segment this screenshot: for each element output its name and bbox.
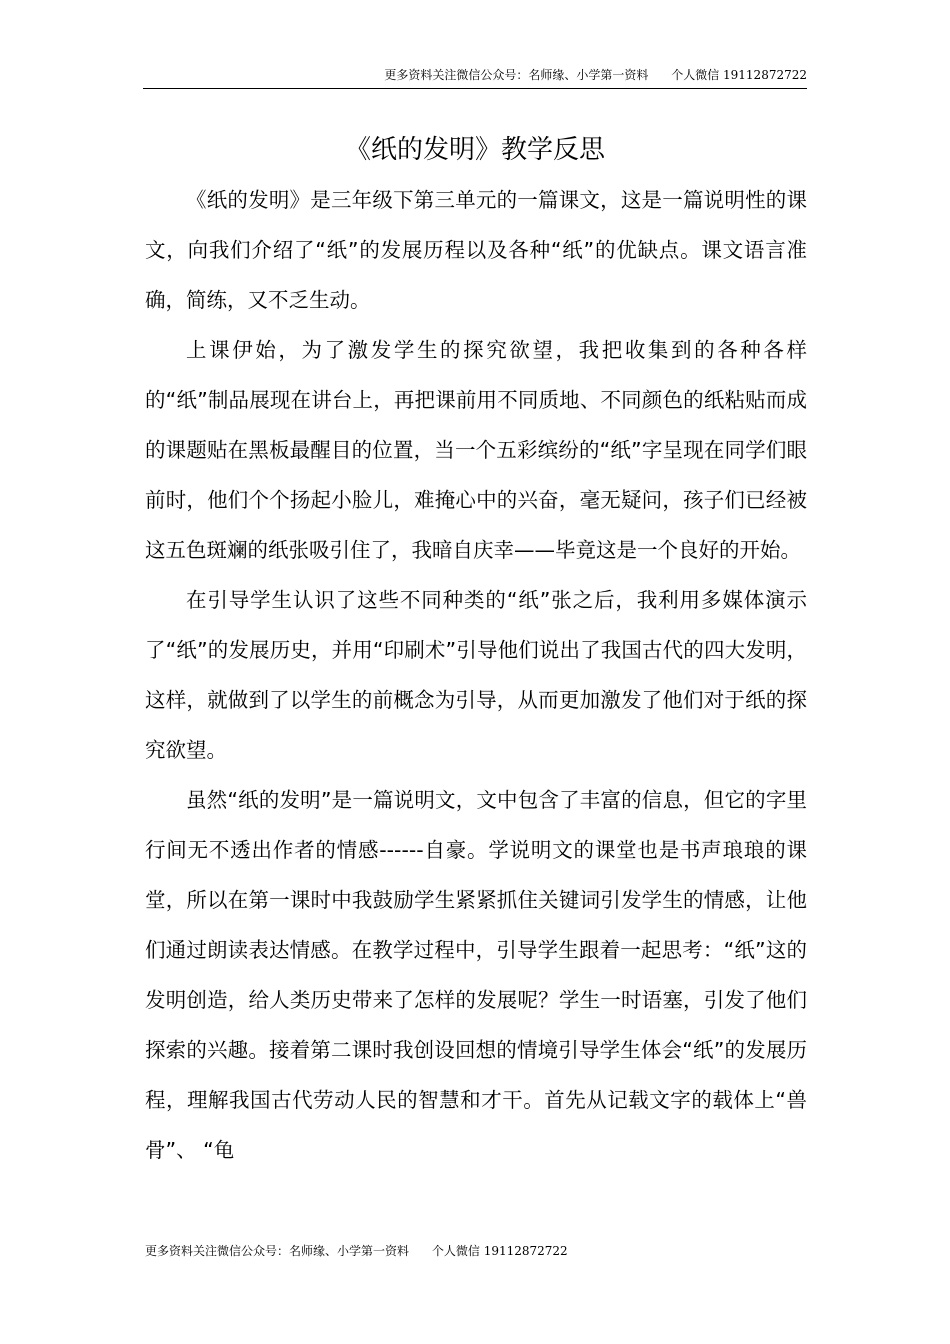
page-footer: 更多资料关注微信公众号：名师缘、小学第一资料 个人微信 19112872722 [145,1244,568,1258]
paragraph-1: 《纸的发明》是三年级下第三单元的一篇课文，这是一篇说明性的课文，向我们介绍了“纸”的发展历程以及各种“纸”的优缺点。课文语言准确，简练，又不乏生动。 [145,188,807,312]
document-title: 《纸的发明》教学反思 [344,135,605,165]
page-header: 更多资料关注微信公众号：名师缘、小学第一资料 个人微信 19112872722 [143,66,807,89]
document-body [145,175,807,1175]
paragraph-3: 在引导学生认识了这些不同种类的“纸”张之后，我利用多媒体演示了“纸”的发展历史，并用“印刷术”引导他们说出了我国古代的四大发明，这样，就做到了以学生的前概念为引导，从而更加激发了他们对于纸的探究欲望。 [145,588,807,762]
paragraph-4: 虽然“纸的发明”是一篇说明文，文中包含了丰富的信息，但它的字里行间无不透出作者的情感------自豪。学说明文的课堂也是书声琅琅的课堂，所以在第一课时中我鼓励学生紧紧抓住关键词引发学生的情感，让他们通过朗读表达情感。在教学过程中，引导学生跟着一起思考：“纸”这的发明创造，给人类历史带来了怎样的发展呢？学生一时语塞，引发了他们探索的兴趣。接着第二课时我创设回想的情境引导学生体会“纸”的发展历程，理解我国古代劳动人民的智慧和才干。首先从记载文字的载体上“兽骨”、 “龟 [145,788,807,1162]
paragraph-2: 上课伊始，为了激发学生的探究欲望，我把收集到的各种各样的“纸”制品展现在讲台上，再把课前用不同质地、不同颜色的纸粘贴而成的课题贴在黑板最醒目的位置，当一个五彩缤纷的“纸”字呈现在同学们眼前时，他们个个扬起小脸儿，难掩心中的兴奋，毫无疑问，孩子们已经被这五色斑斓的纸张吸引住了，我暗自庆幸——毕竟这是一个良好的开始。 [145,338,807,562]
